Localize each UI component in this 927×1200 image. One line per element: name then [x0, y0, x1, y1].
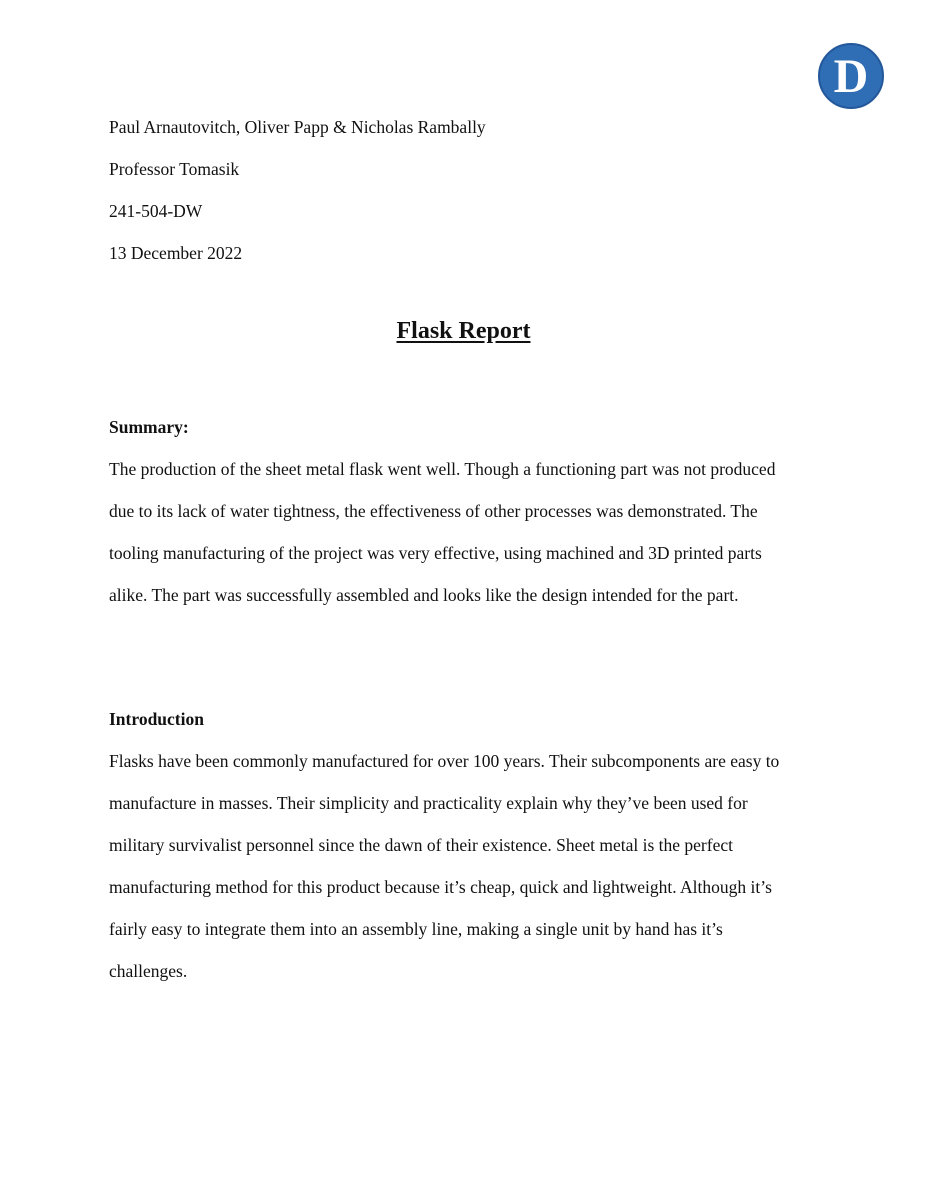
- introduction-line: challenges.: [109, 961, 188, 981]
- document-header: [109, 106, 829, 274]
- introduction-heading: Introduction: [109, 709, 204, 729]
- d-circle-logo-icon: [818, 43, 884, 109]
- course-code-line: 241-504-DW: [109, 201, 203, 221]
- introduction-paragraph: [109, 740, 829, 992]
- summary-line: due to its lack of water tightness, the effectiveness of other processes was demonstrated. The: [109, 501, 758, 521]
- introduction-line: manufacture in masses. Their simplicity and practicality explain why they’ve been used for: [109, 793, 748, 813]
- summary-section: [109, 406, 829, 616]
- summary-line: tooling manufacturing of the project was very effective, using machined and 3D printed parts: [109, 543, 762, 563]
- date-line: 13 December 2022: [109, 243, 243, 263]
- introduction-section: [109, 698, 829, 992]
- summary-line: alike. The part was successfully assembled and looks like the design intended for the part.: [109, 585, 739, 605]
- summary-paragraph: [109, 448, 829, 616]
- authors-line: Paul Arnautovitch, Oliver Papp & Nicholas Rambally: [109, 117, 486, 137]
- introduction-line: Flasks have been commonly manufactured for over 100 years. Their subcomponents are easy to: [109, 751, 780, 771]
- introduction-line: fairly easy to integrate them into an assembly line, making a single unit by hand has it’s: [109, 919, 723, 939]
- introduction-line: military survivalist personnel since the dawn of their existence. Sheet metal is the perfect: [109, 835, 733, 855]
- summary-heading: Summary:: [109, 417, 189, 437]
- document-title: Flask Report: [396, 318, 531, 344]
- logo-letter: D: [833, 50, 869, 103]
- summary-line: The production of the sheet metal flask went well. Though a functioning part was not produced: [109, 459, 776, 479]
- introduction-line: manufacturing method for this product because it’s cheap, quick and lightweight. Although it’s: [109, 877, 772, 897]
- professor-line: Professor Tomasik: [109, 159, 240, 179]
